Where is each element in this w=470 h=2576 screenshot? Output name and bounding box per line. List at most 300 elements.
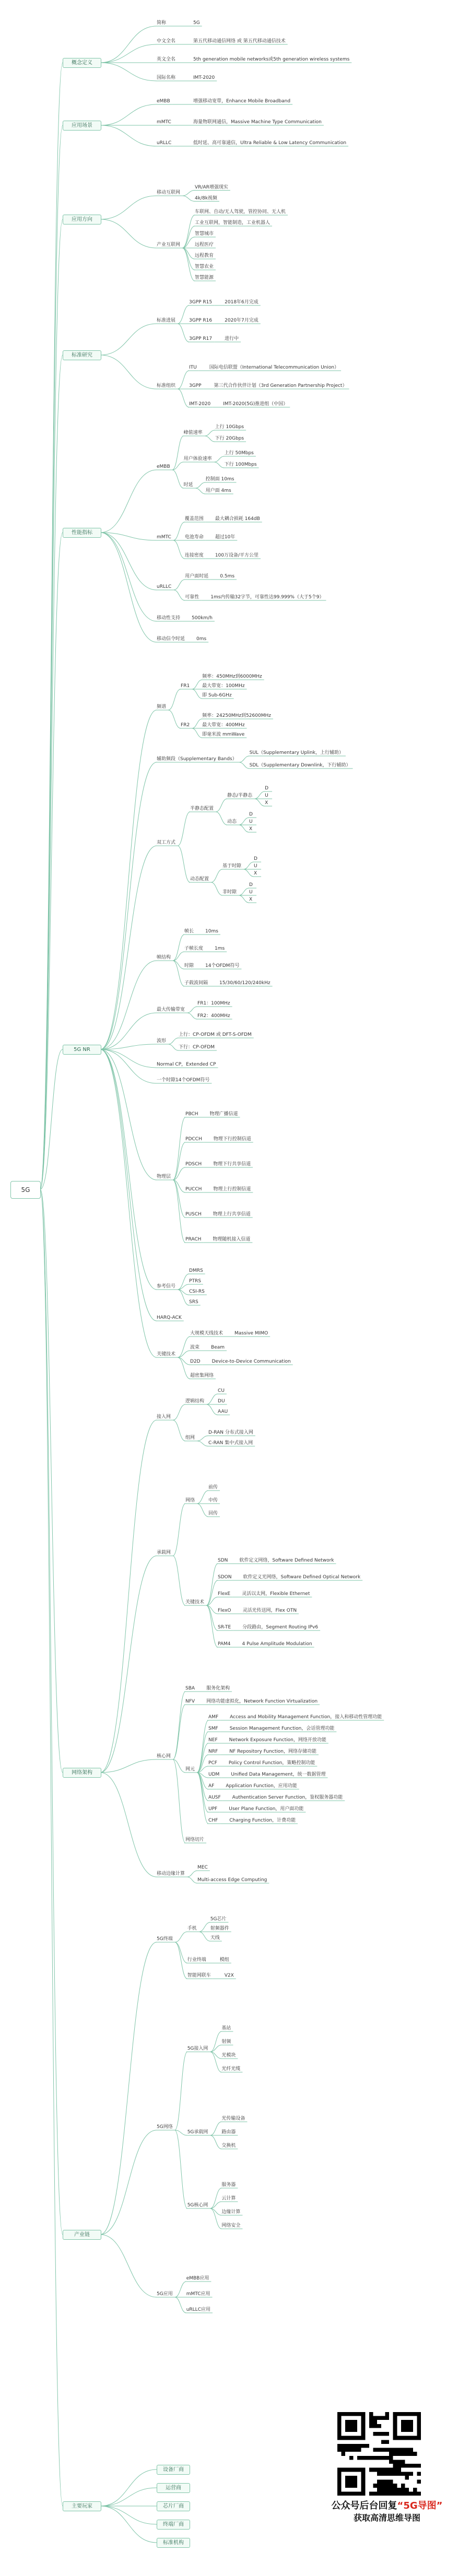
industry-app-item[interactable]: mMTC应用 — [186, 2291, 210, 2297]
nr-ref-item[interactable]: SRS — [189, 1299, 198, 1305]
connector-line — [197, 1720, 208, 1773]
industry-network-group[interactable]: 5G核心网 — [187, 2203, 208, 2208]
nr-phy-label[interactable]: PBCH — [185, 1112, 198, 1117]
nr-duplex-leaf[interactable]: D — [265, 786, 269, 791]
arch-nf-label[interactable]: NRF — [208, 1749, 218, 1754]
nr-frame-value[interactable]: 1ms — [215, 946, 225, 951]
arch-mec-item[interactable]: Multi-access Edge Computing — [197, 1877, 267, 1883]
promo-keyword: “5G导图” — [397, 2500, 443, 2511]
concept-item-3-label[interactable]: 国际名称 — [157, 75, 176, 80]
nr-phy-label[interactable]: PUSCH — [185, 1212, 202, 1217]
connector-line — [192, 689, 202, 699]
nr-duplex-leaf[interactable]: D — [249, 812, 253, 817]
industry-network-item[interactable]: 云计算 — [221, 2196, 236, 2201]
nr-fr2[interactable]: FR2 — [181, 723, 190, 728]
nr-freq[interactable]: 频谱 — [157, 704, 167, 710]
direction-branch-1[interactable]: 产业互联网 — [157, 242, 181, 247]
industry-network-item[interactable]: 网络安全 — [221, 2223, 241, 2228]
connector-line — [173, 522, 185, 540]
nr-fr1-item[interactable]: 最大带宽：100MHz — [202, 683, 245, 689]
connector-line — [100, 1049, 157, 1290]
industry-terminal-group[interactable]: 行业终端 — [187, 1957, 206, 1963]
connector-line — [195, 482, 206, 488]
nr-phy-value[interactable]: 物理上行共享信道 — [213, 1212, 251, 1217]
nr-key-label[interactable]: D2D — [190, 1359, 201, 1364]
arch-nf-value[interactable]: Charging Function，计费功能 — [229, 1818, 296, 1823]
nr-bw-item[interactable]: FR2：400MHz — [197, 1013, 230, 1019]
nr-bw-item[interactable]: FR1：100MHz — [197, 1001, 230, 1006]
nr-key-value[interactable]: Device-to-Device Communication — [212, 1359, 291, 1364]
connector-line — [175, 2297, 186, 2313]
nr-duplex-leaf[interactable]: U — [265, 793, 268, 798]
connector-line — [205, 436, 215, 442]
industry-app-item[interactable]: uRLLC应用 — [186, 2307, 210, 2312]
standard-version-note[interactable]: 2020年7月完成 — [225, 318, 258, 323]
nr-key-label[interactable]: 大规模天线技术 — [190, 1331, 224, 1336]
perf-urllc-value[interactable]: 0.5ms — [220, 574, 235, 579]
nr-slot-format[interactable]: 一个时隙14个OFDM符号 — [157, 1078, 210, 1083]
connector-line — [205, 430, 215, 436]
industry-terminal-item[interactable]: 射频器件 — [210, 1926, 229, 1931]
connector-line — [100, 2506, 157, 2543]
arch-tech-value[interactable]: 分段路由，Segment Routing IPv6 — [242, 1625, 319, 1630]
nr-duplex-leaf[interactable]: U — [254, 864, 257, 869]
nr-duplex-leaf[interactable]: U — [249, 819, 253, 824]
connector-line — [100, 1049, 157, 1180]
nr-waveform-item[interactable]: 上行：CP-OFDM 或 DFT-S-OFDM — [179, 1032, 252, 1037]
connector-line — [100, 1556, 157, 1773]
vendor-item[interactable]: 芯片厂商 — [157, 2501, 190, 2511]
direction-item[interactable]: 远程医疗 — [195, 242, 214, 247]
nr-frame-label[interactable]: 子帧长度 — [184, 946, 204, 951]
arch-nf-value[interactable]: Authentication Server Function，鉴权服务器功能 — [232, 1795, 343, 1800]
standard-orgs[interactable]: 标准组织 — [157, 383, 176, 388]
perf-mmtc-label[interactable]: 覆盖范围 — [184, 516, 204, 522]
connector-line — [197, 1491, 208, 1504]
scenario-item-0-value[interactable]: 增强移动宽带，Enhance Mobile Broadband — [193, 99, 291, 104]
industry-network-item[interactable]: 光传输设备 — [221, 2116, 245, 2121]
connector-line — [168, 1038, 179, 1044]
perf-embb[interactable]: eMBB — [157, 464, 170, 469]
connector-line — [187, 1871, 197, 1877]
perf-embb-lat-value[interactable]: 用户面 4ms — [205, 488, 231, 493]
perf-embb-peak[interactable]: 峰值速率 — [183, 430, 203, 435]
connector-line — [173, 1692, 185, 1759]
scenario-item-1-label[interactable]: mMTC — [157, 120, 171, 125]
standard-versions[interactable]: 标准进展 — [157, 318, 176, 323]
nr-frame[interactable]: 帧结构 — [157, 955, 171, 960]
concept-item-0-value[interactable]: 5G — [193, 20, 200, 26]
connector-line — [178, 324, 189, 342]
connector-line — [195, 488, 206, 494]
nr-duplex-type[interactable]: 半静态配置 — [190, 806, 214, 811]
connector-line — [239, 756, 250, 762]
industry-network-item[interactable]: 射频 — [221, 2039, 231, 2045]
connector-line — [182, 196, 195, 202]
standard-org-value[interactable]: 国际电信联盟（International Telecommunication Union） — [209, 365, 339, 370]
connector-line — [197, 1441, 208, 1446]
nr-fr2-item[interactable]: 频率：24250MHz到52600MHz — [202, 713, 271, 718]
connector-line — [175, 2282, 186, 2297]
arch-nf-label[interactable]: CHF — [208, 1818, 218, 1823]
connector-line — [100, 762, 157, 1049]
connector-line — [173, 1556, 185, 1605]
connector-line — [173, 1504, 185, 1556]
arch-bearer-net[interactable]: 网络 — [185, 1498, 195, 1503]
standard-org-value[interactable]: 第三代合作伙伴计划（3rd Generation Partnership Project） — [214, 383, 347, 388]
standard-org-value[interactable]: IMT-2020(5G)推进组（中国） — [223, 401, 288, 407]
perf-urllc-label[interactable]: 可靠性 — [185, 595, 199, 600]
vendor-item[interactable]: 标准机构 — [157, 2538, 190, 2548]
perf-other-1-label[interactable]: 移动信令时延 — [157, 636, 185, 642]
arch-core-concept-value[interactable]: 网络功能虚拟化，Network Function Virtualization — [206, 1699, 318, 1704]
connector-line — [254, 791, 265, 799]
arch-tech-label[interactable]: SDN — [218, 1558, 228, 1563]
connector-line — [173, 952, 184, 961]
industry-terminal-item[interactable]: 天线 — [210, 1935, 220, 1941]
connector-line — [100, 470, 157, 533]
connector-line — [100, 219, 157, 248]
connector-line — [214, 462, 225, 468]
direction-item[interactable]: VR/AR增强现实 — [195, 184, 228, 190]
arch-core-concept-value[interactable]: 服务化架构 — [206, 1686, 230, 1691]
concept-item-3-value[interactable]: IMT-2020 — [193, 75, 215, 80]
nr-ref-item[interactable]: DMRS — [189, 1268, 203, 1273]
section-direction[interactable]: 应用方向 — [63, 215, 101, 224]
standard-version-note[interactable]: 进行中 — [225, 336, 239, 341]
nr-waveform-item[interactable]: 下行：CP-OFDM — [179, 1045, 215, 1050]
concept-item-1-value[interactable]: 第五代移动通信网络 或 第五代移动通信技术 — [193, 39, 286, 44]
nr-duplex-leaf[interactable]: X — [249, 826, 253, 832]
nr-phy-label[interactable]: PRACH — [185, 1237, 202, 1242]
nr-phy-label[interactable]: PDCCH — [185, 1137, 202, 1142]
connector-line — [100, 196, 157, 219]
nr-frame-value[interactable]: 10ms — [205, 929, 218, 934]
arch-bearer[interactable]: 承载网 — [157, 1550, 171, 1555]
perf-embb-lat[interactable]: 时延 — [183, 482, 193, 488]
nr-fr1-item[interactable]: 即 Sub-6GHz — [202, 693, 232, 698]
arch-nf-value[interactable]: Unified Data Management，统一数据管理 — [231, 1772, 326, 1777]
arch-nf-label[interactable]: AF — [208, 1783, 215, 1789]
connector-line — [173, 1404, 185, 1420]
nr-duplex-child[interactable]: 基于时隙 — [222, 864, 242, 869]
connector-line — [199, 1932, 210, 1941]
nr-duplex[interactable]: 双工方式 — [157, 840, 176, 845]
arch-tech-label[interactable]: FlexO — [218, 1608, 231, 1613]
perf-urllc-label[interactable]: 用户面时延 — [185, 574, 209, 579]
nr-fr2-item[interactable]: 最大带宽：400MHz — [202, 723, 245, 728]
industry-terminal-item[interactable]: 模组 — [219, 1957, 229, 1963]
arch-nf-value[interactable]: Policy Control Function，策略控制功能 — [228, 1760, 315, 1766]
connector-line — [182, 191, 195, 196]
arch-nf-value[interactable]: Network Exposure Function，网络开放功能 — [229, 1738, 326, 1743]
section-vendors[interactable]: 主要玩家 — [63, 2501, 101, 2511]
connector-line — [182, 237, 195, 248]
arch-tech-value[interactable]: 灵活光传送网，Flex OTN — [242, 1608, 297, 1613]
arch-tech-label[interactable]: FlexE — [218, 1591, 231, 1597]
industry-network-item[interactable]: 光模块 — [221, 2053, 236, 2058]
arch-tech-value[interactable]: 软件定义光网络，Software Defined Optical Network — [243, 1575, 361, 1580]
nr-frame-label[interactable]: 时隙 — [184, 963, 194, 968]
arch-nf-value[interactable]: Session Management Function，会话管理功能 — [229, 1726, 335, 1731]
industry-network-item[interactable]: 基站 — [221, 2026, 231, 2031]
connector-line — [178, 389, 189, 407]
section-concept[interactable]: 概念定义 — [63, 58, 101, 68]
arch-core[interactable]: 核心网 — [157, 1754, 171, 1759]
nr-frame-label[interactable]: 子载波间隔 — [184, 980, 208, 986]
nr-duplex-leaf[interactable]: D — [249, 882, 253, 888]
arch-tech-value[interactable]: 灵活以太网，Flexible Ethernet — [242, 1591, 310, 1597]
nr-duplex-leaf[interactable]: U — [249, 890, 253, 895]
direction-item[interactable]: 智慧城市 — [195, 231, 214, 237]
industry-terminal-group[interactable]: 手机 — [187, 1926, 197, 1931]
connector-line — [100, 44, 157, 63]
perf-other-1-value[interactable]: 0ms — [196, 636, 207, 642]
concept-item-1-label[interactable]: 中文全名 — [157, 39, 176, 44]
standard-version-name[interactable]: 3GPP R17 — [189, 336, 213, 341]
arch-bearer-layer[interactable]: 中传 — [208, 1498, 218, 1503]
arch-access-item[interactable]: DU — [218, 1399, 225, 1404]
vendor-item[interactable]: 运营商 — [157, 2483, 190, 2493]
nr-duplex-child[interactable]: 非时隙 — [222, 890, 237, 895]
promo-line1: 公众号后台回复 — [331, 2500, 397, 2511]
perf-mmtc-label[interactable]: 电池寿命 — [184, 535, 204, 540]
connector-line — [173, 1759, 185, 1773]
arch-nf[interactable]: 网元 — [185, 1767, 195, 1772]
nr-waveform[interactable]: 波形 — [157, 1038, 167, 1044]
promo-line2: 获取高清思维导图 — [353, 2513, 420, 2523]
arch-tech-value[interactable]: 软件定义网络，Software Defined Network — [239, 1558, 334, 1563]
nr-phy-value[interactable]: 物理下行控制信道 — [213, 1137, 251, 1142]
connector-line — [100, 710, 157, 1049]
nr-fr1-item[interactable]: 频率：450MHz到6000MHz — [202, 674, 262, 679]
arch-core-concept[interactable]: SBA — [185, 1686, 195, 1691]
connector-line — [100, 1942, 157, 2235]
arch-mec[interactable]: 移动边缘计算 — [157, 1871, 185, 1876]
connector-line — [206, 1605, 218, 1647]
arch-nf-value[interactable]: NF Repository Function，网络存储功能 — [229, 1749, 316, 1754]
section-arch[interactable]: 网络架构 — [63, 1768, 101, 1778]
connector-line — [239, 895, 249, 903]
arch-nf-label[interactable]: NEF — [208, 1738, 218, 1743]
industry-app[interactable]: 5G应用 — [157, 2291, 173, 2297]
arch-nf-label[interactable]: AMF — [208, 1715, 219, 1720]
nr-supp-item[interactable]: SDL（Supplementary Downlink，下行辅助） — [249, 763, 351, 768]
nr-ref[interactable]: 参考信号 — [157, 1284, 176, 1289]
industry-terminal-item[interactable]: 5G芯片 — [210, 1917, 227, 1922]
arch-access-group[interactable]: 组网 — [185, 1435, 195, 1440]
industry-terminal-group[interactable]: 智能网联车 — [187, 1973, 211, 1978]
industry-network-group[interactable]: 5G承载网 — [187, 2130, 208, 2135]
connector-line — [214, 456, 225, 462]
nr-ref-item[interactable]: CSI-RS — [189, 1289, 205, 1294]
connector-line — [100, 1049, 157, 1083]
direction-item[interactable]: 远程教育 — [195, 253, 214, 258]
concept-item-2-value[interactable]: 5th generation mobile networks或5th generation wireless systems — [193, 57, 350, 62]
arch-nf-label[interactable]: AUSF — [208, 1795, 221, 1800]
perf-other-0-label[interactable]: 移动性支持 — [157, 616, 181, 621]
standard-version-name[interactable]: 3GPP R15 — [189, 300, 213, 305]
connector-line — [100, 533, 157, 621]
nr-supp[interactable]: 辅助频段（Supplementary Bands） — [157, 757, 237, 762]
nr-bw[interactable]: 最大传输带宽 — [157, 1007, 185, 1012]
nr-key-label[interactable]: 波束 — [190, 1345, 200, 1350]
standard-version-note[interactable]: 2018年6月完成 — [225, 300, 258, 305]
direction-item[interactable]: 智慧能源 — [195, 275, 214, 280]
connector-line — [199, 1922, 210, 1932]
connector-line — [100, 1049, 157, 1321]
nr-phy-value[interactable]: 物理下行共享信道 — [213, 1162, 251, 1167]
nr-phy-value[interactable]: 物理广播信道 — [209, 1112, 238, 1117]
direction-item[interactable]: 工业互联网，智能制造，工业机器人 — [195, 220, 271, 226]
industry-network[interactable]: 5G网络 — [157, 2124, 173, 2130]
scenario-item-2-label[interactable]: uRLLC — [157, 140, 172, 146]
arch-mec-item[interactable]: MEC — [197, 1865, 208, 1870]
arch-access[interactable]: 接入网 — [157, 1414, 171, 1420]
arch-nf-value[interactable]: Access and Mobility Management Function，接入和移动性管理功能 — [230, 1715, 382, 1720]
arch-nf-label[interactable]: PCF — [208, 1760, 217, 1766]
nr-duplex-child[interactable]: 动态 — [227, 819, 237, 824]
standard-org-name[interactable]: IMT-2020 — [189, 401, 211, 407]
perf-embb-lat-value[interactable]: 控制面 10ms — [205, 477, 234, 482]
connector-line — [187, 1877, 197, 1883]
arch-bearer-layer[interactable]: 前传 — [208, 1485, 218, 1490]
section-industry[interactable]: 产业链 — [63, 2230, 101, 2240]
arch-tech-label[interactable]: SDON — [218, 1575, 232, 1580]
nr-phy-label[interactable]: PDSCH — [185, 1162, 202, 1167]
perf-mmtc[interactable]: mMTC — [157, 535, 171, 540]
nr-supp-item[interactable]: SUL（Supplementary Uplink，上行辅助） — [249, 750, 344, 755]
section-nr[interactable]: 5G NR — [63, 1045, 101, 1055]
industry-terminal-item[interactable]: V2X — [224, 1973, 234, 1978]
connector-line — [178, 812, 190, 846]
arch-nf-value[interactable]: User Plane Function，用户面功能 — [229, 1806, 304, 1812]
arch-slice[interactable]: 网络切片 — [185, 1837, 205, 1842]
nr-phy-value[interactable]: 物理随机接入信道 — [213, 1237, 251, 1242]
industry-network-item[interactable]: 服务器 — [221, 2182, 236, 2188]
direction-branch-0[interactable]: 移动互联网 — [157, 190, 181, 195]
perf-embb-peak-value[interactable]: 下行 20Gbps — [215, 436, 244, 441]
nr-frame-value[interactable]: 14个OFDM符号 — [205, 963, 240, 968]
arch-bearer-layer[interactable]: 回传 — [208, 1511, 218, 1516]
perf-mmtc-value[interactable]: 最大耦合损耗 164dB — [215, 516, 260, 522]
vendor-item[interactable]: 终端厂商 — [157, 2520, 190, 2530]
perf-embb-exp[interactable]: 用户体验速率 — [183, 456, 212, 462]
nr-phy-label[interactable]: PUCCH — [185, 1187, 202, 1192]
industry-terminal[interactable]: 5G终端 — [157, 1936, 173, 1942]
arch-nf-label[interactable]: UDM — [208, 1772, 220, 1777]
scenario-item-2-value[interactable]: 低时延、高可靠通信，Ultra Reliable & Low Latency Communication — [193, 140, 347, 146]
scenario-item-0-label[interactable]: eMBB — [157, 99, 170, 104]
nr-harq[interactable]: HARQ-ACK — [157, 1315, 182, 1320]
arch-access-group[interactable]: 逻辑结构 — [185, 1399, 205, 1404]
connector-line — [197, 1504, 208, 1517]
industry-network-group[interactable]: 5G接入网 — [187, 2046, 208, 2051]
section-performance[interactable]: 性能指标 — [63, 528, 101, 538]
connector-line — [100, 1044, 157, 1049]
connector-line — [175, 2130, 187, 2208]
arch-nf-label[interactable]: UPF — [208, 1806, 218, 1812]
connector-line — [173, 580, 185, 590]
connector-line — [100, 355, 157, 389]
perf-embb-exp-value[interactable]: 上行 50Mbps — [224, 451, 254, 456]
connector-line — [239, 825, 249, 832]
industry-network-item[interactable]: 路由器 — [221, 2130, 236, 2135]
industry-network-item[interactable]: 边缘计算 — [221, 2209, 241, 2215]
arch-nf-value[interactable]: Application Function，应用功能 — [226, 1783, 297, 1789]
arch-nf-label[interactable]: SMF — [208, 1726, 218, 1731]
nr-fr2-item[interactable]: 即毫米波 mmWave — [202, 732, 245, 737]
perf-urllc[interactable]: uRLLC — [157, 584, 172, 589]
nr-key-value[interactable]: Beam — [211, 1345, 225, 1350]
arch-tech-label[interactable]: PAM4 — [218, 1641, 231, 1647]
nr-key-label[interactable]: 超密集网络 — [190, 1373, 214, 1378]
vendor-item[interactable]: 设备厂商 — [157, 2465, 190, 2475]
scenario-item-1-value[interactable]: 海量物联网通信，Massive Machine Type Communication — [193, 120, 322, 125]
arch-access-item[interactable]: D-RAN 分布式接入网 — [208, 1430, 253, 1435]
connector-line — [206, 1394, 218, 1404]
concept-item-0-label[interactable]: 简称 — [157, 20, 167, 26]
arch-tech-label[interactable]: SR-TE — [218, 1625, 231, 1630]
nr-phy[interactable]: 物理层 — [157, 1174, 171, 1179]
nr-duplex-leaf[interactable]: X — [254, 871, 257, 876]
nr-fr1[interactable]: FR1 — [181, 683, 190, 689]
section-standard[interactable]: 标准研究 — [63, 350, 101, 360]
nr-phy-value[interactable]: 物理上行控制信道 — [213, 1187, 251, 1192]
root-node[interactable]: 5G — [10, 1181, 41, 1199]
industry-app-item[interactable]: eMBB应用 — [186, 2276, 209, 2281]
nr-duplex-child[interactable]: 静态/半静态 — [227, 793, 253, 798]
nr-frame-label[interactable]: 帧长 — [184, 929, 194, 934]
perf-mmtc-label[interactable]: 连接密度 — [184, 553, 204, 558]
section-scenario[interactable]: 应用场景 — [63, 121, 101, 131]
perf-other-0-value[interactable]: 500km/h — [192, 616, 213, 621]
industry-network-item[interactable]: 交换机 — [221, 2143, 236, 2148]
perf-embb-peak-value[interactable]: 上行 10Gbps — [215, 424, 244, 430]
perf-mmtc-value[interactable]: 超过10年 — [215, 535, 236, 540]
arch-bearer-tech[interactable]: 关键技术 — [185, 1600, 205, 1605]
nr-duplex-type[interactable]: 动态配置 — [190, 877, 209, 882]
nr-ref-item[interactable]: PTRS — [189, 1279, 201, 1284]
arch-core-concept[interactable]: NFV — [185, 1699, 195, 1704]
direction-item[interactable]: 车联网、自动/无人驾驶，管控协同、无人机 — [195, 209, 286, 215]
arch-access-item[interactable]: CU — [218, 1388, 225, 1393]
connector-line — [100, 533, 157, 642]
nr-duplex-leaf[interactable]: X — [249, 897, 253, 902]
concept-item-2-label[interactable]: 英文全名 — [157, 57, 176, 62]
direction-item[interactable]: 4k/8k视频 — [195, 195, 217, 201]
nr-duplex-leaf[interactable]: X — [265, 800, 268, 806]
standard-org-name[interactable]: ITU — [189, 365, 197, 370]
connector-line — [100, 1773, 157, 1877]
nr-key[interactable]: 关键技术 — [157, 1352, 176, 1357]
standard-org-name[interactable]: 3GPP — [189, 383, 202, 388]
nr-numerology[interactable]: Normal CP，Extended CP — [157, 1062, 216, 1067]
arch-access-item[interactable]: AAU — [218, 1409, 228, 1414]
arch-access-item[interactable]: C-RAN 集中式接入网 — [208, 1440, 253, 1446]
perf-urllc-value[interactable]: 1ms内传输32字节，可靠性达99.999%（大于5个9） — [210, 595, 324, 600]
connector-line — [100, 2506, 157, 2524]
industry-network-item[interactable]: 光纤光缆 — [221, 2066, 241, 2072]
arch-tech-value[interactable]: 4 Pulse Amplitude Modulation — [242, 1641, 312, 1647]
standard-version-name[interactable]: 3GPP R16 — [189, 318, 213, 323]
direction-item[interactable]: 智慧农业 — [195, 264, 214, 269]
perf-mmtc-value[interactable]: 100万设备/平方公里 — [215, 553, 259, 558]
nr-frame-value[interactable]: 15/30/60/120/240kHz — [219, 980, 271, 986]
perf-embb-exp-value[interactable]: 下行 100Mbps — [224, 462, 257, 467]
nr-duplex-leaf[interactable]: D — [254, 856, 257, 861]
nr-key-value[interactable]: Massive MIMO — [234, 1331, 268, 1336]
